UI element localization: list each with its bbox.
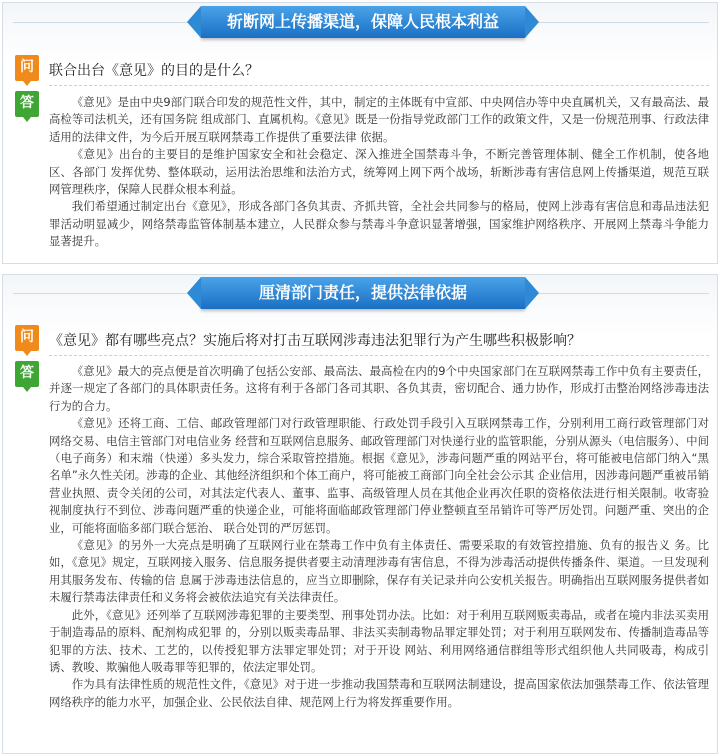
answer-paragraph: 《意见》还将工商、工信、邮政管理部门对行政管理职能、行政处罚手段引入互联网禁毒工作，分别利用工商行政管理部门对网络交易、电信主管部门对电信业务 经营和互联网信息服务、邮政管理部门对快递行业的监管职能，分别从源头（电信服务）、中间（电子商务）和末端（快递）多头发力，综合采取管控措施。根据《意见》，涉毒问题严重的网站平台，将可能被电信部门纳入“黑名单”永久性关闭。涉毒的企业、其他经济组织和个体工商户，将可能被工商部门向全社会公示其 企业信用，因涉毒问题严重被吊销营业执照、责令关闭的公司，对其法定代表人、董事、监事、高级管理人员在其他企业再次任职的资格依法进行相关限制。收寄验 视制度执行不到位、涉毒问题严重的快递企业，可能将面临邮政管理部门停业整顿直至吊销许可等严厉处罚。问题严重、突出的企业，可能将面临多部门联合惩治、 联合处罚的严厉惩罚。 xyxy=(49,416,709,535)
qa-divider xyxy=(49,355,709,357)
answer-badge: 答 xyxy=(15,361,39,387)
section-highlights xyxy=(2,274,718,754)
answer-text xyxy=(49,94,709,251)
answer-paragraph: 《意见》最大的亮点便是首次明确了包括公安部、最高法、最高检在内的9个中央国家部门在互联网禁毒工作中负有主要责任，并逐一规定了各部门的具体职责任务。这将有利于各部门各司其职、各负其责，密切配合、通力协作，形成打击整治网络涉毒违法行为的合力。 xyxy=(49,364,709,413)
question-text: 《意见》都有哪些亮点？实施后将对打击互联网涉毒违法犯罪行为产生哪些积极影响？ xyxy=(49,333,581,349)
section-purpose xyxy=(2,2,718,264)
answer-text xyxy=(49,363,709,711)
section-banner: 厘清部门责任，提供法律依据 xyxy=(201,277,525,309)
qa-divider xyxy=(49,85,709,87)
answer-paragraph: 《意见》是由中央9部门联合印发的规范性文件，其中，制定的主体既有中宣部、中央网信办等中央直属机关，又有最高法、最高检等司法机关，还有国务院 组成部门、直属机构。《意见》既是一份指导党政部门工作的政策文件，又是一份规范刑事、行政法律适用的法律文件，为今后开展互联网禁毒工作提供了重要法律 依据。 xyxy=(49,95,709,144)
answer-badge: 答 xyxy=(15,91,39,117)
answer-paragraph: 《意见》出台的主要目的是维护国家安全和社会稳定、深入推进全国禁毒斗争，不断完善管理体制、健全工作机制，使各地区、各部门 发挥优势、整体联动，运用法治思维和法治方式，统筹网上网下两个战场，斩断涉毒有害信息网上传播渠道，规范互联网管理秩序，保障人民群众根本利益。 xyxy=(49,147,709,197)
answer-paragraph: 《意见》的另外一大亮点是明确了互联网行业在禁毒工作中负有主体责任、需要采取的有效管控措施、负有的报告义 务。比如，《意见》规定，互联网接入服务、信息服务提供者要主动清理涉毒有害信息，不得为涉毒活动提供传播条件、渠道。一旦发现利用其服务发布、传输的信 息属于涉毒违法信息的，应当立即删除，保存有关记录并向公安机关报告。明确指出互联网服务提供者如未履行禁毒法律责任和义务将会被依法追究有关法律责任。 xyxy=(49,538,709,605)
question-badge: 问 xyxy=(15,325,39,351)
answer-paragraph: 我们希望通过制定出台《意见》，形成各部门各负其责、齐抓共管，全社会共同参与的格局，使网上涉毒有害信息和毒品违法犯罪活动明显减少，网络禁毒监管体制基本建立，人民群众参与禁毒斗争意识显著增强，国家维护网络秩序、开展网上禁毒斗争能力显著提升。 xyxy=(49,199,709,249)
question-text: 联合出台《意见》的目的是什么？ xyxy=(49,63,259,79)
answer-paragraph: 作为具有法律性质的规范性文件，《意见》对于进一步推动我国禁毒和互联网法制建设，提高国家依法加强禁毒工作、依法管理网络秩序的能力水平，加强企业、公民依法自律、规范网上行为将发挥重要作用。 xyxy=(49,677,709,709)
answer-paragraph: 此外，《意见》还列举了互联网涉毒犯罪的主要类型、刑事处罚办法。比如：对于利用互联网贩卖毒品，或者在境内非法买卖用于制造毒品的原料、配剂构成犯罪 的，分别以贩卖毒品罪、非法买卖制毒物品罪定罪处罚；对于利用互联网发布、传播制造毒品等犯罪的方法、技术、工艺的，以传授犯罪方法罪定罪处罚；对于开设 网站、利用网络通信群组等形式组织他人共同吸毒，构成引诱、教唆、欺骗他人吸毒罪等犯罪的，依法定罪处罚。 xyxy=(49,607,709,674)
question-badge: 问 xyxy=(15,55,39,81)
section-banner: 斩断网上传播渠道，保障人民根本利益 xyxy=(201,6,525,38)
